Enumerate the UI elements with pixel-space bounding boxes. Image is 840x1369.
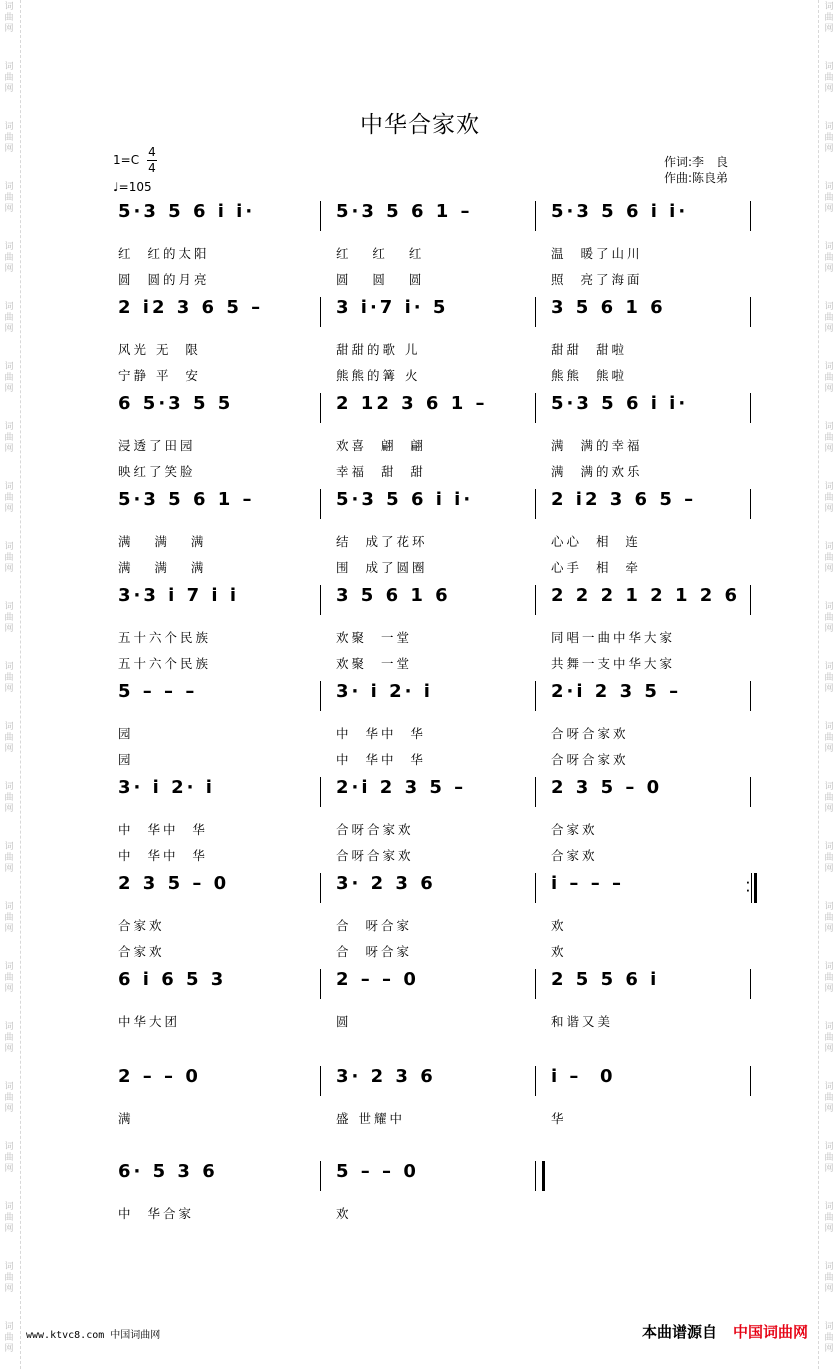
side-watermark: 词 曲 网 (4, 542, 14, 574)
measure-lyric-verse-2: 圆 圆 圆 (336, 272, 425, 287)
side-watermark: 词 曲 网 (824, 122, 834, 154)
measure-lyric-verse-1: 心心 相 连 (551, 534, 641, 549)
measure-lyric-verse-2: 满 满 满 (118, 560, 207, 575)
footer-source-label: 本曲谱源自 (641, 1323, 717, 1341)
measure-notes: 3 5 6 1 6 (551, 297, 666, 318)
side-watermark: 词 曲 网 (4, 482, 14, 514)
measure-lyric-verse-2: 熊熊 熊啦 (551, 368, 627, 383)
measure-notes: 5 – – 0 (336, 1161, 419, 1182)
tempo-mark (113, 181, 152, 194)
barline (320, 1066, 321, 1096)
footer-source (642, 1321, 808, 1342)
measure-lyric-verse-2: 熊熊的篝 火 (336, 368, 421, 383)
measure-lyric-verse-1: 甜甜 甜啦 (551, 342, 627, 357)
measure-lyric-verse-2: 共舞一支中华大家 (551, 656, 676, 671)
tempo-label: ♩=105 (113, 180, 152, 194)
side-watermark: 词 曲 网 (824, 602, 834, 634)
measure-lyric-verse-2: 照 亮了海面 (551, 272, 643, 287)
measure-lyric-verse-2: 欢 (551, 944, 567, 959)
repeat-dots: · · (746, 878, 750, 897)
measure-lyric-verse-1: 温 暖了山川 (551, 246, 643, 261)
time-denominator: 4 (148, 161, 156, 175)
side-watermark: 词 曲 网 (4, 962, 14, 994)
barline (535, 201, 536, 231)
measure-notes: i – 0 (551, 1066, 616, 1087)
measure-lyric-verse-1: 甜甜的歌 儿 (336, 342, 421, 357)
measure-lyric-verse-1: 中华大团 (118, 1014, 181, 1029)
measure-lyric-verse-1: 合家欢 (118, 918, 165, 933)
measure-notes: 3· i 2· i (118, 777, 215, 798)
side-watermark: 词 曲 网 (824, 902, 834, 934)
barline (535, 297, 536, 327)
side-watermark: 词 曲 网 (4, 302, 14, 334)
credits (664, 154, 728, 186)
measure-notes: 2·i 2 3 5 – (551, 681, 682, 702)
side-watermark: 词 曲 网 (4, 422, 14, 454)
measure-notes: 2 5 5 6 i (551, 969, 660, 990)
measure-lyric-verse-1: 五十六个民族 (118, 630, 212, 645)
measure-notes: 2·i 2 3 5 – (336, 777, 467, 798)
measure-notes: 3 5 6 1 6 (336, 585, 451, 606)
right-guide-line (818, 0, 819, 1369)
time-numerator: 4 (148, 145, 156, 159)
barline (535, 969, 536, 999)
measure-lyric-verse-1: 欢聚 一堂 (336, 630, 412, 645)
side-watermark: 词 曲 网 (4, 902, 14, 934)
measure-lyric-verse-1: 合呀合家欢 (336, 822, 414, 837)
side-watermark: 词 曲 网 (4, 782, 14, 814)
side-watermark: 词 曲 网 (824, 962, 834, 994)
side-watermark: 词 曲 网 (4, 1022, 14, 1054)
barline (750, 297, 751, 327)
barline (750, 681, 751, 711)
side-watermark: 词 曲 网 (824, 1322, 834, 1354)
lyricist: 作词:李 良 (663, 155, 728, 169)
measure-notes: i – – – (551, 873, 624, 894)
barline (320, 777, 321, 807)
side-watermark: 词 曲 网 (824, 422, 834, 454)
side-watermark: 词 曲 网 (4, 602, 14, 634)
measure-lyric-verse-1: 盛 世耀中 (336, 1111, 405, 1126)
side-watermark: 词 曲 网 (824, 302, 834, 334)
measure-notes: 2 i2 3 6 5 – (118, 297, 264, 318)
side-watermark: 词 曲 网 (4, 662, 14, 694)
measure-lyric-verse-2: 五十六个民族 (118, 656, 212, 671)
side-watermark: 词 曲 网 (824, 662, 834, 694)
barline (535, 393, 536, 423)
repeat-barline (746, 873, 756, 903)
key-signature (113, 154, 139, 167)
key-label: 1=C (113, 153, 140, 167)
barline (320, 1161, 321, 1191)
measure-notes: 6 i 6 5 3 (118, 969, 227, 990)
barline (750, 201, 751, 231)
measure-notes: 2 i2 3 6 5 – (551, 489, 697, 510)
measure-notes: 2 12 3 6 1 – (336, 393, 488, 414)
measure-notes: 2 – – 0 (118, 1066, 201, 1087)
footer-site: www.ktvc8.com 中国词曲网 (26, 1330, 161, 1341)
side-watermark: 词 曲 网 (824, 722, 834, 754)
measure-notes: 2 2 2 1 2 1 2 6 (551, 585, 741, 606)
side-watermark: 词 曲 网 (4, 1322, 14, 1354)
side-watermark: 词 曲 网 (824, 182, 834, 214)
measure-notes: 2 – – 0 (336, 969, 419, 990)
measure-lyric-verse-2: 围 成了圆圈 (336, 560, 428, 575)
side-watermark: 词 曲 网 (824, 782, 834, 814)
measure-lyric-verse-1: 和谐又美 (551, 1014, 614, 1029)
side-watermark: 词 曲 网 (4, 182, 14, 214)
measure-lyric-verse-2: 合家欢 (118, 944, 165, 959)
barline (535, 777, 536, 807)
measure-notes: 5·3 5 6 1 – (336, 201, 473, 222)
side-watermark: 词 曲 网 (824, 542, 834, 574)
measure-lyric-verse-1: 中 华中 华 (118, 822, 208, 837)
barline (320, 873, 321, 903)
measure-notes: 3· 2 3 6 (336, 873, 436, 894)
composer: 作曲:陈良弟 (663, 171, 728, 185)
barline (750, 585, 751, 615)
side-watermark: 词 曲 网 (4, 1082, 14, 1114)
measure-lyric-verse-2: 中 华中 华 (118, 848, 208, 863)
measure-lyric-verse-1: 满 满的幸福 (551, 438, 643, 453)
measure-notes: 5 – – – (118, 681, 198, 702)
measure-lyric-verse-2: 合呀合家欢 (336, 848, 414, 863)
time-signature (147, 146, 157, 175)
measure-lyric-verse-1: 欢 (551, 918, 567, 933)
side-watermark: 词 曲 网 (824, 2, 834, 34)
barline (535, 489, 536, 519)
measure-notes: 5·3 5 6 i i· (551, 393, 689, 414)
barline (750, 489, 751, 519)
barline (320, 489, 321, 519)
barline (750, 393, 751, 423)
barline (750, 1066, 751, 1096)
measure-lyric-verse-1: 红 红 红 (336, 246, 425, 261)
side-watermark: 词 曲 网 (824, 362, 834, 394)
barline (320, 201, 321, 231)
side-watermark: 词 曲 网 (4, 722, 14, 754)
measure-lyric-verse-2: 合家欢 (551, 848, 598, 863)
measure-lyric-verse-1: 红 红的太阳 (118, 246, 210, 261)
measure-lyric-verse-1: 风光 无 限 (118, 342, 201, 357)
measure-lyric-verse-1: 中 华合家 (118, 1206, 194, 1221)
side-watermark: 词 曲 网 (824, 1142, 834, 1174)
footer-source-brand: 中国词曲网 (732, 1323, 808, 1341)
measure-lyric-verse-2: 园 (118, 752, 134, 767)
barline (320, 969, 321, 999)
final-barline (535, 1161, 545, 1191)
measure-lyric-verse-1: 欢喜 翩 翩 (336, 438, 426, 453)
measure-lyric-verse-1: 浸透了田园 (118, 438, 196, 453)
measure-lyric-verse-1: 合家欢 (551, 822, 598, 837)
measure-lyric-verse-1: 合呀合家欢 (551, 726, 629, 741)
barline (320, 393, 321, 423)
barline (535, 585, 536, 615)
measure-lyric-verse-1: 中 华中 华 (336, 726, 426, 741)
measure-lyric-verse-1: 合 呀合家 (336, 918, 412, 933)
measure-lyric-verse-2: 合呀合家欢 (551, 752, 629, 767)
side-watermark: 词 曲 网 (4, 62, 14, 94)
measure-lyric-verse-1: 同唱一曲中华大家 (551, 630, 676, 645)
measure-lyric-verse-2: 中 华中 华 (336, 752, 426, 767)
measure-lyric-verse-2: 宁静 平 安 (118, 368, 201, 383)
side-watermark: 词 曲 网 (824, 842, 834, 874)
song-title: 中华合家欢 (360, 112, 480, 138)
side-watermark: 词 曲 网 (824, 1202, 834, 1234)
measure-lyric-verse-1: 欢 (336, 1206, 352, 1221)
measure-lyric-verse-1: 结 成了花环 (336, 534, 428, 549)
measure-lyric-verse-1: 满 (118, 1111, 134, 1126)
side-watermark: 词 曲 网 (4, 362, 14, 394)
side-watermark: 词 曲 网 (4, 1262, 14, 1294)
side-watermark: 词 曲 网 (824, 1022, 834, 1054)
side-watermark: 词 曲 网 (824, 482, 834, 514)
measure-lyric-verse-2: 圆 圆的月亮 (118, 272, 210, 287)
side-watermark: 词 曲 网 (4, 1202, 14, 1234)
measure-notes: 6· 5 3 6 (118, 1161, 218, 1182)
measure-notes: 2 3 5 – 0 (551, 777, 663, 798)
side-watermark: 词 曲 网 (824, 242, 834, 274)
measure-notes: 5·3 5 6 i i· (118, 201, 256, 222)
measure-lyric-verse-2: 映红了笑脸 (118, 464, 196, 479)
barline (320, 681, 321, 711)
side-watermark: 词 曲 网 (4, 1142, 14, 1174)
barline-thick (754, 873, 757, 903)
side-watermark: 词 曲 网 (4, 242, 14, 274)
barline (535, 1066, 536, 1096)
barline-thin (751, 873, 752, 903)
measure-notes: 3· i 2· i (336, 681, 433, 702)
measure-notes: 5·3 5 6 i i· (336, 489, 474, 510)
side-watermark: 词 曲 网 (824, 1082, 834, 1114)
side-watermark: 词 曲 网 (824, 1262, 834, 1294)
barline (750, 969, 751, 999)
measure-lyric-verse-2: 满 满的欢乐 (551, 464, 643, 479)
left-guide-line (20, 0, 21, 1369)
measure-lyric-verse-2: 幸福 甜 甜 (336, 464, 426, 479)
measure-notes: 6 5·3 5 5 (118, 393, 234, 414)
barline (535, 873, 536, 903)
measure-notes: 2 3 5 – 0 (118, 873, 230, 894)
measure-lyric-verse-2: 欢聚 一堂 (336, 656, 412, 671)
measure-notes: 3 i·7 i· 5 (336, 297, 449, 318)
measure-notes: 3· 2 3 6 (336, 1066, 436, 1087)
measure-notes: 5·3 5 6 1 – (118, 489, 255, 510)
side-watermark: 词 曲 网 (4, 122, 14, 154)
barline (320, 297, 321, 327)
barline (535, 681, 536, 711)
measure-lyric-verse-1: 圆 (336, 1014, 352, 1029)
barline (320, 585, 321, 615)
side-watermark: 词 曲 网 (4, 2, 14, 34)
measure-lyric-verse-2: 合 呀合家 (336, 944, 412, 959)
measure-lyric-verse-1: 园 (118, 726, 134, 741)
measure-notes: 5·3 5 6 i i· (551, 201, 689, 222)
measure-lyric-verse-1: 满 满 满 (118, 534, 207, 549)
side-watermark: 词 曲 网 (4, 842, 14, 874)
side-watermark: 词 曲 网 (824, 62, 834, 94)
measure-notes: 3·3 i 7 i i (118, 585, 239, 606)
barline (750, 777, 751, 807)
measure-lyric-verse-1: 华 (551, 1111, 567, 1126)
measure-lyric-verse-2: 心手 相 牵 (551, 560, 641, 575)
